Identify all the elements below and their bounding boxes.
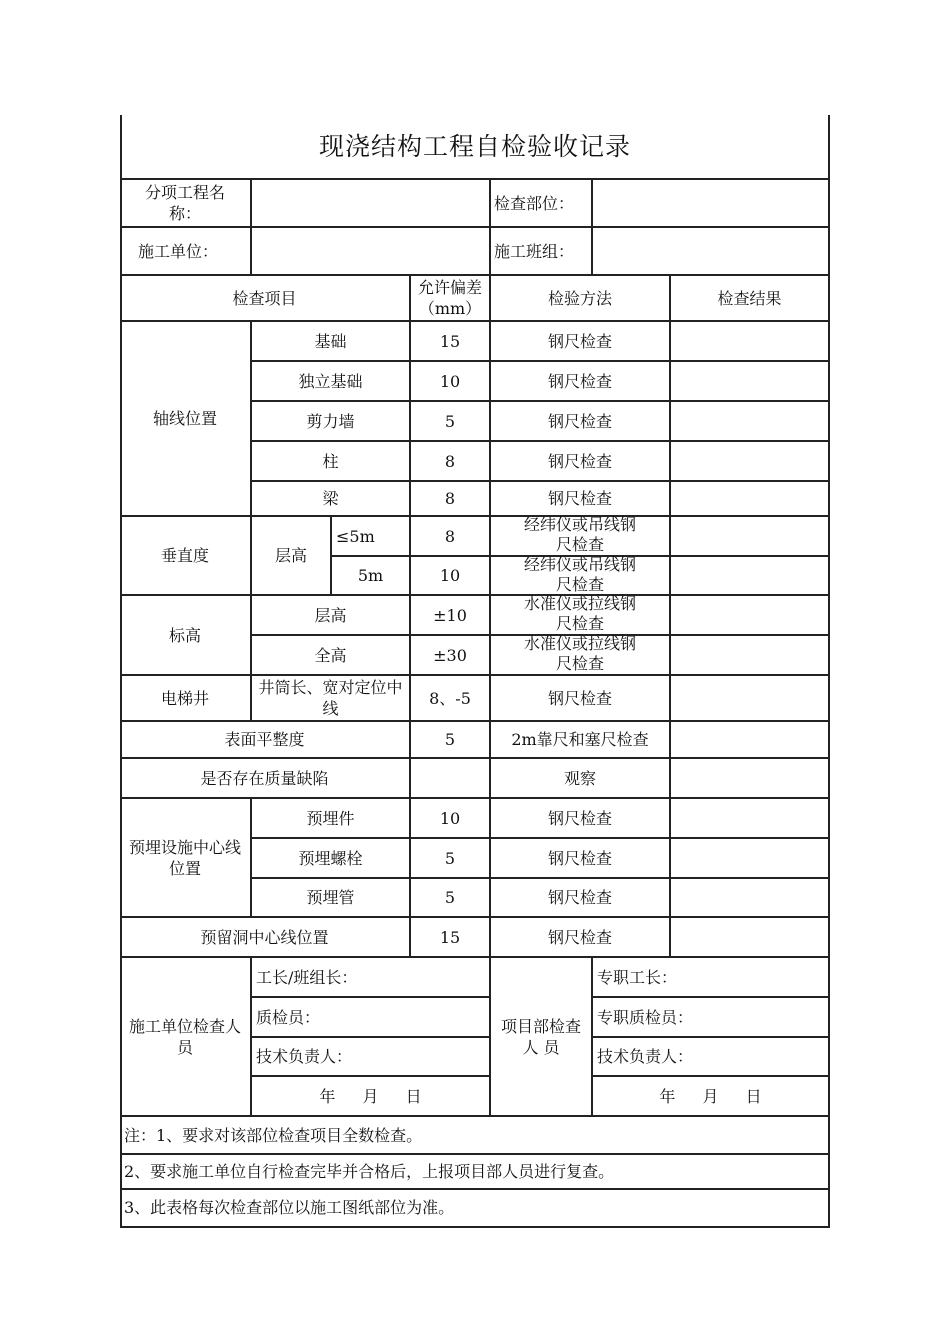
row-result[interactable] [671, 402, 828, 440]
row-tolerance: 15 [439, 331, 461, 351]
row-tolerance: 8 [444, 526, 456, 546]
row-result[interactable] [671, 799, 828, 837]
inspector-field[interactable]: 质检员： [256, 1007, 321, 1027]
row-method: 经纬仪或吊线钢尺检查 [523, 515, 636, 554]
row-method: 钢尺检查 [547, 451, 612, 471]
group-verticality: 垂直度 [160, 546, 209, 565]
row-tolerance: 10 [439, 808, 461, 828]
row-method: 钢尺检查 [547, 848, 612, 868]
construction-team-label: 施工班组： [494, 241, 575, 261]
construction-team-value[interactable] [593, 228, 827, 274]
row-result[interactable] [671, 596, 828, 634]
page-title: 现浇结构工程自检验收记录 [318, 132, 631, 161]
row-method: 钢尺检查 [547, 808, 612, 828]
row-result[interactable] [671, 557, 828, 594]
row-method: 2m靠尺和塞尺检查 [511, 730, 649, 749]
inspection-location-label: 检查部位： [494, 193, 575, 213]
rule [120, 1226, 830, 1228]
construction-unit-value[interactable] [252, 228, 488, 274]
row-item: 预埋件 [306, 808, 355, 828]
row-tolerance: ±10 [433, 605, 467, 625]
row-item: 预埋螺栓 [298, 848, 363, 868]
row-tolerance: 5 [444, 888, 456, 907]
row-tolerance: 8、-5 [429, 688, 471, 708]
row-method: 钢尺检查 [547, 411, 612, 431]
signoff-date-left[interactable]: 年 月 日 [319, 1086, 422, 1106]
row-item: 预留洞中心线位置 [200, 927, 329, 947]
row-item: 预埋管 [306, 888, 355, 907]
row-result[interactable] [671, 918, 828, 956]
row-tolerance: 8 [444, 451, 456, 471]
row-result[interactable] [671, 676, 828, 720]
right-tech-lead-field[interactable]: 技术负责人： [597, 1047, 694, 1066]
row-result[interactable] [671, 879, 828, 916]
subgroup-floor-height: 层高 [274, 546, 307, 565]
subproject-name-value[interactable] [252, 180, 488, 226]
row-tolerance: 5 [444, 848, 456, 868]
col-header-result: 检查结果 [717, 288, 782, 308]
row-method: 钢尺检查 [547, 489, 612, 508]
row-method: 钢尺检查 [547, 927, 612, 947]
row-tolerance: 10 [439, 371, 461, 391]
row-tolerance: 5 [444, 411, 456, 431]
row-method: 钢尺检查 [547, 688, 612, 708]
row-item: 全高 [314, 645, 347, 665]
full-time-inspector-field[interactable]: 专职质检员： [597, 1007, 694, 1027]
row-item: 柱 [322, 451, 339, 471]
row-result[interactable] [671, 517, 828, 555]
subproject-name-label: 分项工程名称： [144, 183, 225, 223]
col-header-item: 检查项目 [232, 288, 297, 308]
row-method: 水准仪或拉线钢尺检查 [523, 594, 636, 633]
signoff-date-right[interactable]: 年 月 日 [659, 1086, 762, 1106]
row-result[interactable] [671, 722, 828, 757]
signoff-construction-unit-label: 施工单位检查人 员 [128, 1016, 241, 1057]
group-elevation: 标高 [168, 625, 201, 645]
row-tolerance: 5 [444, 730, 456, 749]
row-item: 井筒长、宽对定位中线 [258, 678, 403, 718]
construction-unit-label: 施工单位： [138, 241, 219, 261]
row-method: 经纬仪或吊线钢尺检查 [523, 555, 636, 594]
row-item: 独立基础 [298, 371, 363, 391]
row-tolerance: 15 [439, 927, 461, 947]
row-method: 钢尺检查 [547, 888, 612, 907]
row-result[interactable] [671, 759, 828, 797]
row-item: 表面平整度 [224, 730, 305, 749]
row-item: 5m [357, 566, 384, 585]
row-item: 梁 [322, 489, 339, 508]
note-1: 注：1、要求对该部位检查项目全数检查。 [124, 1125, 423, 1145]
tech-lead-field[interactable]: 技术负责人： [256, 1047, 353, 1066]
group-embedded-centerline: 预埋设施中心线位置 [128, 837, 241, 878]
row-method: 观察 [563, 768, 596, 788]
group-axis-position: 轴线位置 [152, 409, 217, 428]
row-result[interactable] [671, 322, 828, 360]
note-3: 3、此表格每次检查部位以施工图纸部位为准。 [124, 1198, 455, 1217]
row-tolerance: 8 [444, 489, 456, 508]
row-tolerance: ±30 [433, 645, 467, 665]
row-item: 层高 [314, 605, 347, 625]
row-result[interactable] [671, 636, 828, 674]
col-header-tolerance: 允许偏差（mm） [417, 278, 482, 318]
border-right [828, 115, 830, 1227]
row-method: 钢尺检查 [547, 371, 612, 391]
row-item: 剪力墙 [306, 411, 355, 431]
row-result[interactable] [671, 482, 828, 515]
row-result[interactable] [671, 839, 828, 877]
row-result[interactable] [671, 362, 828, 400]
row-method: 钢尺检查 [547, 331, 612, 351]
group-elevator-shaft: 电梯井 [160, 688, 209, 708]
full-time-foreman-field[interactable]: 专职工长： [597, 967, 678, 987]
signoff-project-dept-label: 项目部检查人 员 [500, 1016, 581, 1057]
note-2: 2、要求施工单位自行检查完毕并合格后，上报项目部人员进行复查。 [124, 1161, 615, 1181]
row-item: 基础 [314, 331, 347, 351]
row-method: 水准仪或拉线钢尺检查 [523, 634, 636, 673]
row-item: ≤5m [336, 526, 375, 546]
inspection-location-value[interactable] [593, 180, 827, 226]
row-result[interactable] [671, 442, 828, 480]
row-tolerance [411, 759, 489, 797]
foreman-field[interactable]: 工长/班组长： [256, 967, 358, 987]
col-header-method: 检验方法 [547, 288, 612, 308]
row-tolerance: 10 [439, 566, 461, 585]
row-item: 是否存在质量缺陷 [200, 768, 329, 788]
